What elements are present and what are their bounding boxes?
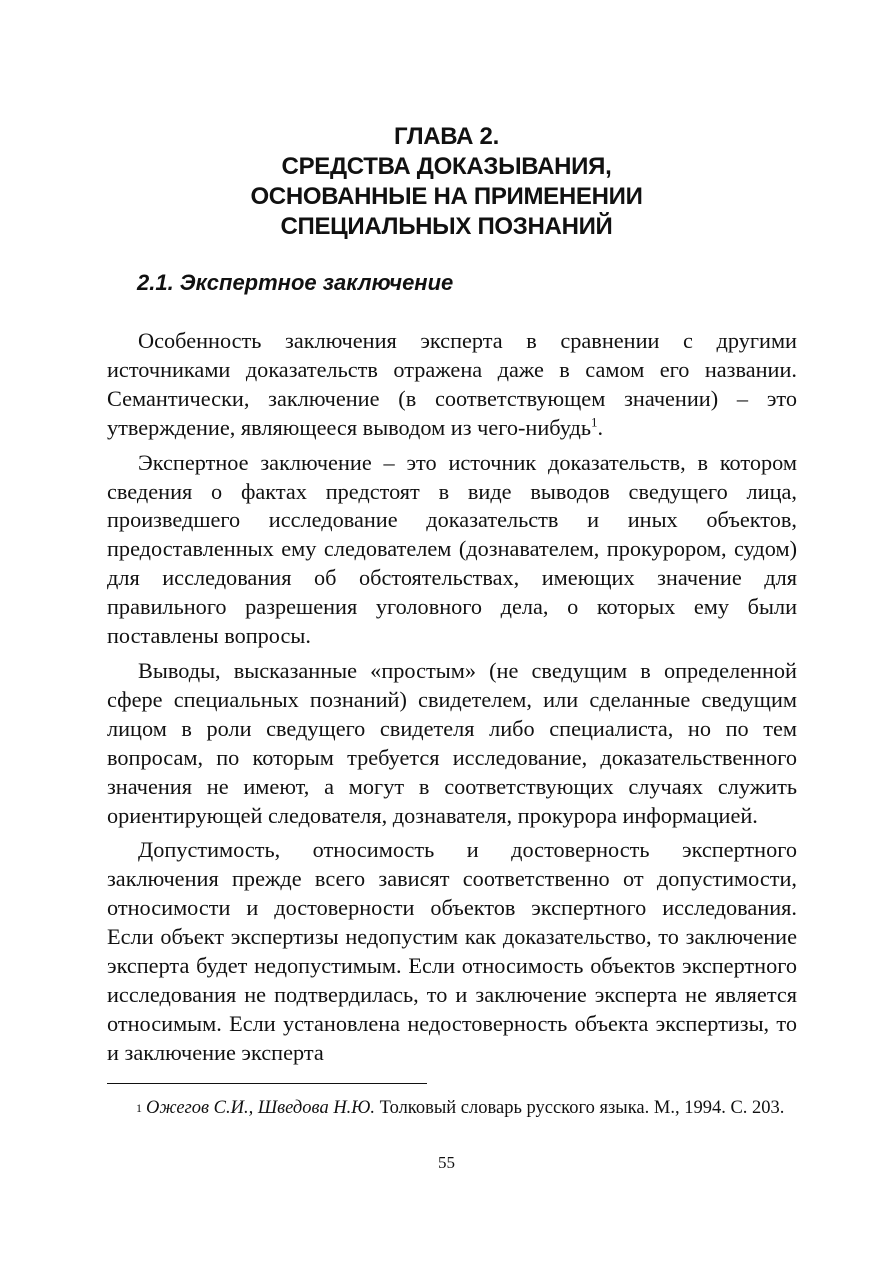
footnote bbox=[107, 1096, 797, 1121]
footnote-divider bbox=[107, 1083, 427, 1084]
paragraph-4: Допустимость, относимость и достоверность экспертного заключения прежде всего зависят соответственно от допустимости, относимости и достоверности объектов экспертного исследования. Если объект экспертизы недопустим как доказательство, то заключение эксперта будет недопустимым. Если относимость объектов экспертного исследования не подтвердилась, то и заключение эксперта не является относимым. Если установлена недостоверность объекта экспертизы, то и заключение эксперта bbox=[107, 837, 797, 1065]
paragraph-3: Выводы, высказанные «простым» (не сведущим в определенной сфере специальных познаний) свидетелем, или сделанные сведущим лицом в роли сведущего свидетеля либо специалиста, но по тем вопросам, по которым требуется исследование, доказательственного значения не имеют, а могут в соответствующих случаях служить ориентирующей следователя, дознавателя, прокурора информацией. bbox=[107, 657, 797, 828]
paragraph-1-text: Особенность заключения эксперта в сравнении с другими источниками доказательств отражена даже в самом его названии. Семантически, заключение (в соответствующем значении) – это утверждение, являющееся выводом из чего-нибудь bbox=[107, 328, 797, 440]
footnote-text: Толковый словарь русского языка. М., 1994. С. 203. bbox=[375, 1098, 785, 1118]
paragraph-1 bbox=[107, 327, 797, 443]
chapter-number: ГЛАВА 2. bbox=[394, 123, 499, 150]
chapter-title-line-3: СПЕЦИАЛЬНЫХ ПОЗНАНИЙ bbox=[280, 213, 613, 240]
page-number: 55 bbox=[438, 1153, 455, 1172]
footnote-reference[interactable]: 1 bbox=[591, 414, 598, 430]
body-text bbox=[107, 327, 797, 1068]
chapter-title-line-1: СРЕДСТВА ДОКАЗЫВАНИЯ, bbox=[281, 153, 612, 180]
footnote-mark: 1 bbox=[136, 1101, 142, 1115]
footnote-authors: Ожегов С.И., Шведова Н.Ю. bbox=[146, 1098, 376, 1118]
chapter-title-line-2: ОСНОВАННЫЕ НА ПРИМЕНЕНИИ bbox=[250, 183, 643, 210]
paragraph-1-end: . bbox=[597, 414, 604, 440]
section-title: 2.1. Экспертное заключение bbox=[137, 270, 454, 295]
chapter-heading bbox=[0, 122, 893, 242]
paragraph-2: Экспертное заключение – это источник доказательств, в котором сведения о фактах предстоят в виде выводов сведущего лица, произведшего исследование доказательств и иных объектов, предоставленных ему следователем (дознавателем, прокурором, судом) для исследования об обстоятельствах, имеющих значение для правильного разрешения уголовного дела, о которых ему были поставлены вопросы. bbox=[107, 449, 797, 649]
